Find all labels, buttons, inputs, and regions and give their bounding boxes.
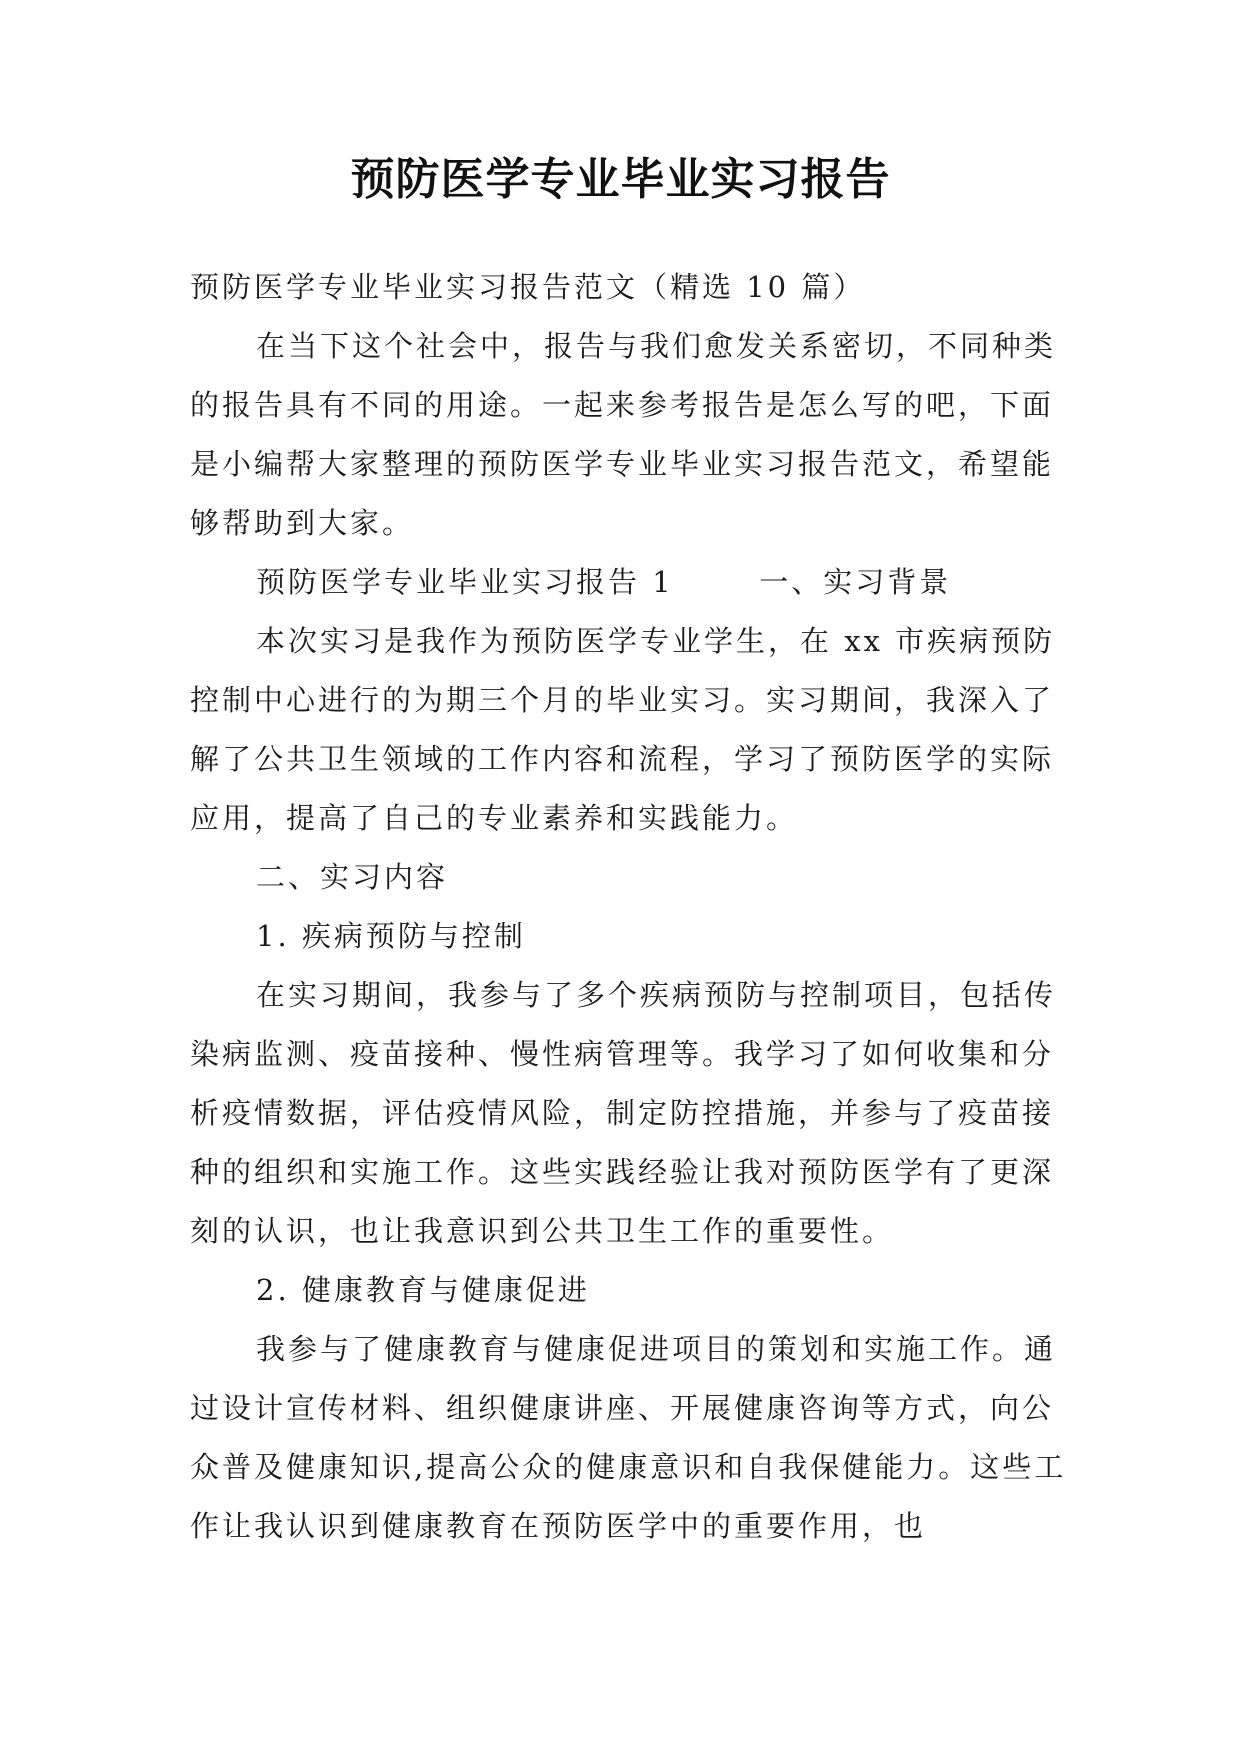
report-1-heading: 预防医学专业毕业实习报告 1: [256, 565, 674, 599]
report-heading-line: [190, 553, 1070, 612]
intro-paragraph: 在当下这个社会中，报告与我们愈发关系密切，不同种类的报告具有不同的用途。一起来参考报告是怎么写的吧，下面是小编帮大家整理的预防医学专业毕业实习报告范文，希望能够帮助到大家。: [190, 329, 1057, 540]
document-subtitle: 预防医学专业毕业实习报告范文（精选 10 篇）: [190, 270, 866, 304]
document-body: [190, 258, 1070, 1556]
item-2-paragraph: 我参与了健康教育与健康促进项目的策划和实施工作。通过设计宣传材料、组织健康讲座、开展健康咨询等方式，向公众普及健康知识,提高公众的健康意识和自我保健能力。这些工作让我认识到健康教育在预防医学中的重要作用，也: [190, 1332, 1067, 1543]
item-1-paragraph: 在实习期间，我参与了多个疾病预防与控制项目，包括传染病监测、疫苗接种、慢性病管理等。我学习了如何收集和分析疫情数据，评估疫情风险，制定防控措施，并参与了疫苗接种的组织和实施工作。这些实践经验让我对预防医学有了更深刻的认识，也让我意识到公共卫生工作的重要性。: [190, 978, 1057, 1248]
item-1-heading: 1. 疾病预防与控制: [256, 919, 526, 953]
item-2-heading: 2. 健康教育与健康促进: [256, 1273, 590, 1307]
section-2-heading: 二、实习内容: [256, 860, 449, 894]
section-1-paragraph: 本次实习是我作为预防医学专业学生，在 xx 市疾病预防控制中心进行的为期三个月的毕业实习。实习期间，我深入了解了公共卫生领域的工作内容和流程，学习了预防医学的实际应用，提高了自己的专业素养和实践能力。: [190, 624, 1056, 835]
document-title: 预防医学专业毕业实习报告: [350, 154, 891, 205]
section-1-heading: 一、实习背景: [759, 565, 952, 599]
